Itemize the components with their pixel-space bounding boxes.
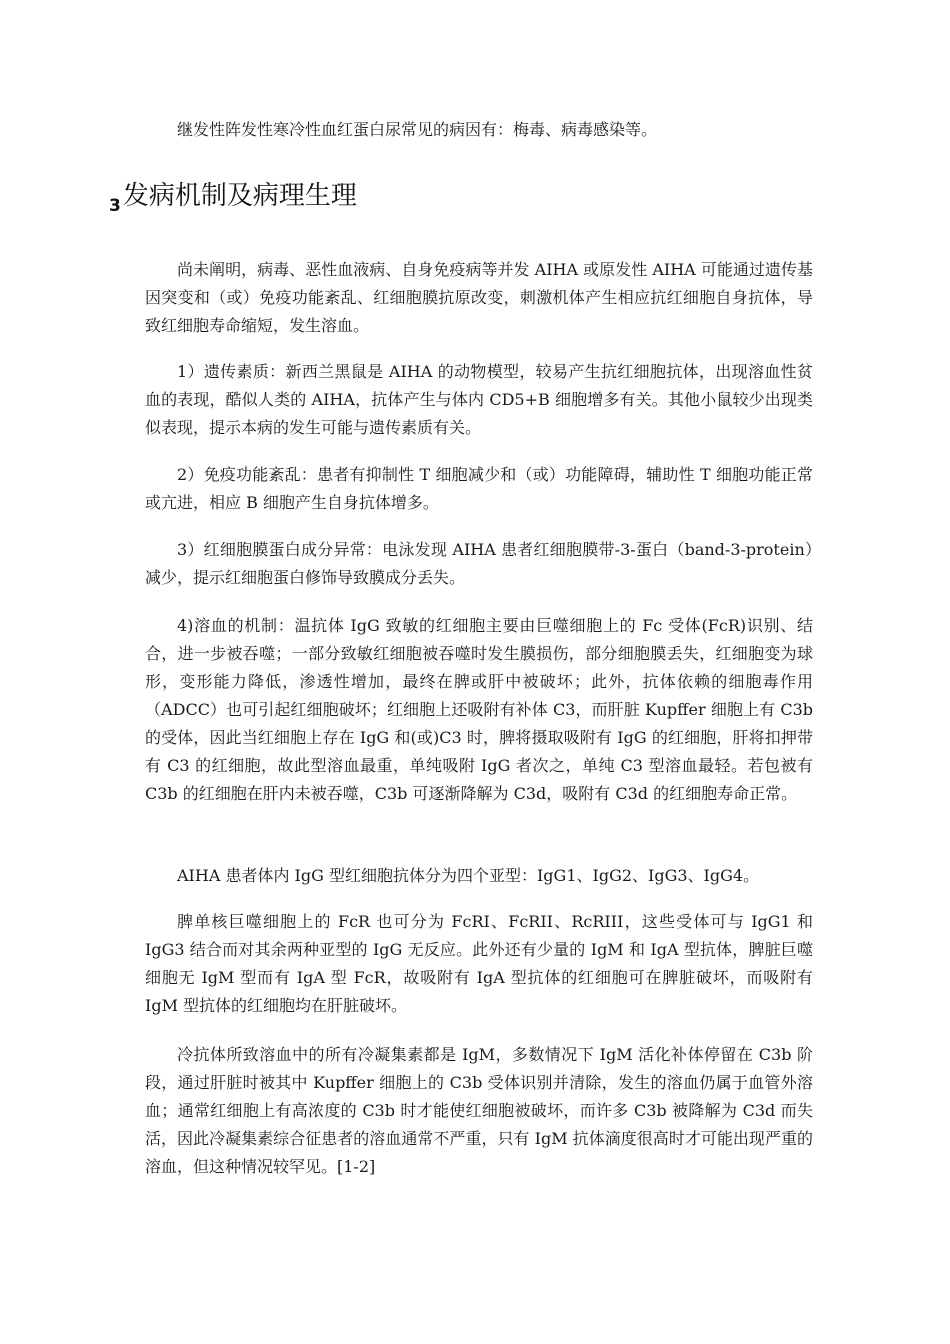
paragraph-cold-antibody: 冷抗体所致溶血中的所有冷凝集素都是 IgM，多数情况下 IgM 活化补体停留在 C3b 阶段，通过肝脏时被其中 Kupffer 细胞上的 C3b 受体识别并清除，发生的溶血仍属于血管外溶血；通常红细胞上有高浓度的 C3b 时才能使红细胞被破坏，而许多 C3b 被降解为 C3d 而失活，因此冷凝集素综合征患者的溶血通常不严重，只有 IgM 抗体滴度很高时才可能出现严重的溶血，但这种情况较罕见。[1-2] — [145, 1045, 813, 1176]
paragraph-fcr-receptors: 脾单核巨噬细胞上的 FcR 也可分为 FcRI、FcRII、RcRIII，这些受体可与 IgG1 和 IgG3 结合而对其余两种亚型的 IgG 无反应。此外还有少量的 IgM 和 IgA 型抗体，脾脏巨噬细胞无 IgM 型而有 IgA 型 FcR，故吸附有 IgA 型抗体的红细胞可在脾脏破坏，而吸附有 IgM 型抗体的红细胞均在肝脏破坏。 — [145, 912, 813, 1015]
section-heading — [109, 176, 357, 219]
paragraph-immune-dysfunction: 2）免疫功能紊乱：患者有抑制性 T 细胞减少和（或）功能障碍，辅助性 T 细胞功能正常或亢进，相应 B 细胞产生自身抗体增多。 — [145, 465, 813, 512]
paragraph-secondary-pch-causes: 继发性阵发性寒冷性血红蛋白尿常见的病因有：梅毒、病毒感染等。 — [177, 120, 658, 139]
section-title: 发病机制及病理生理 — [122, 181, 357, 211]
paragraph-genetic-factors: 1）遗传素质：新西兰黑鼠是 AIHA 的动物模型，较易产生抗红细胞抗体，出现溶血性贫血的表现，酷似人类的 AIHA，抗体产生与体内 CD5+B 细胞增多有关。其他小鼠较少出现类似表现，提示本病的发生可能与遗传素质有关。 — [145, 362, 813, 437]
paragraph-membrane-protein: 3）红细胞膜蛋白成分异常：电泳发现 AIHA 患者红细胞膜带-3-蛋白（band-3-protein）减少，提示红细胞蛋白修饰导致膜成分丢失。 — [145, 540, 813, 587]
paragraph-igg-subtypes: AIHA 患者体内 IgG 型红细胞抗体分为四个亚型：IgG1、IgG2、IgG3、IgG4。 — [177, 866, 760, 885]
section-number: 3 — [109, 196, 121, 216]
paragraph-overview: 尚未阐明，病毒、恶性血液病、自身免疫病等并发 AIHA 或原发性 AIHA 可能通过遗传基因突变和（或）免疫功能紊乱、红细胞膜抗原改变，刺激机体产生相应抗红细胞自身抗体，导致红细胞寿命缩短，发生溶血。 — [145, 260, 813, 335]
paragraph-hemolysis-mechanism: 4)溶血的机制：温抗体 IgG 致敏的红细胞主要由巨噬细胞上的 Fc 受体(FcR)识别、结合，进一步被吞噬；一部分致敏红细胞被吞噬时发生膜损伤，部分细胞膜丢失，红细胞变为球形，变形能力降低，渗透性增加，最终在脾或肝中被破坏；此外，抗体依赖的细胞毒作用（ADCC）也可引起红细胞破坏；红细胞上还吸附有补体 C3，而肝脏 Kupffer 细胞上有 C3b 的受体，因此当红细胞上存在 IgG 和(或)C3 时，脾将摄取吸附有 IgG 的红细胞，肝将扣押带有 C3 的红细胞，故此型溶血最重，单纯吸附 IgG 者次之，单纯 C3 型溶血最轻。若包被有 C3b 的红细胞在肝内未被吞噬，C3b 可逐渐降解为 C3d，吸附有 C3d 的红细胞寿命正常。 — [145, 616, 813, 803]
